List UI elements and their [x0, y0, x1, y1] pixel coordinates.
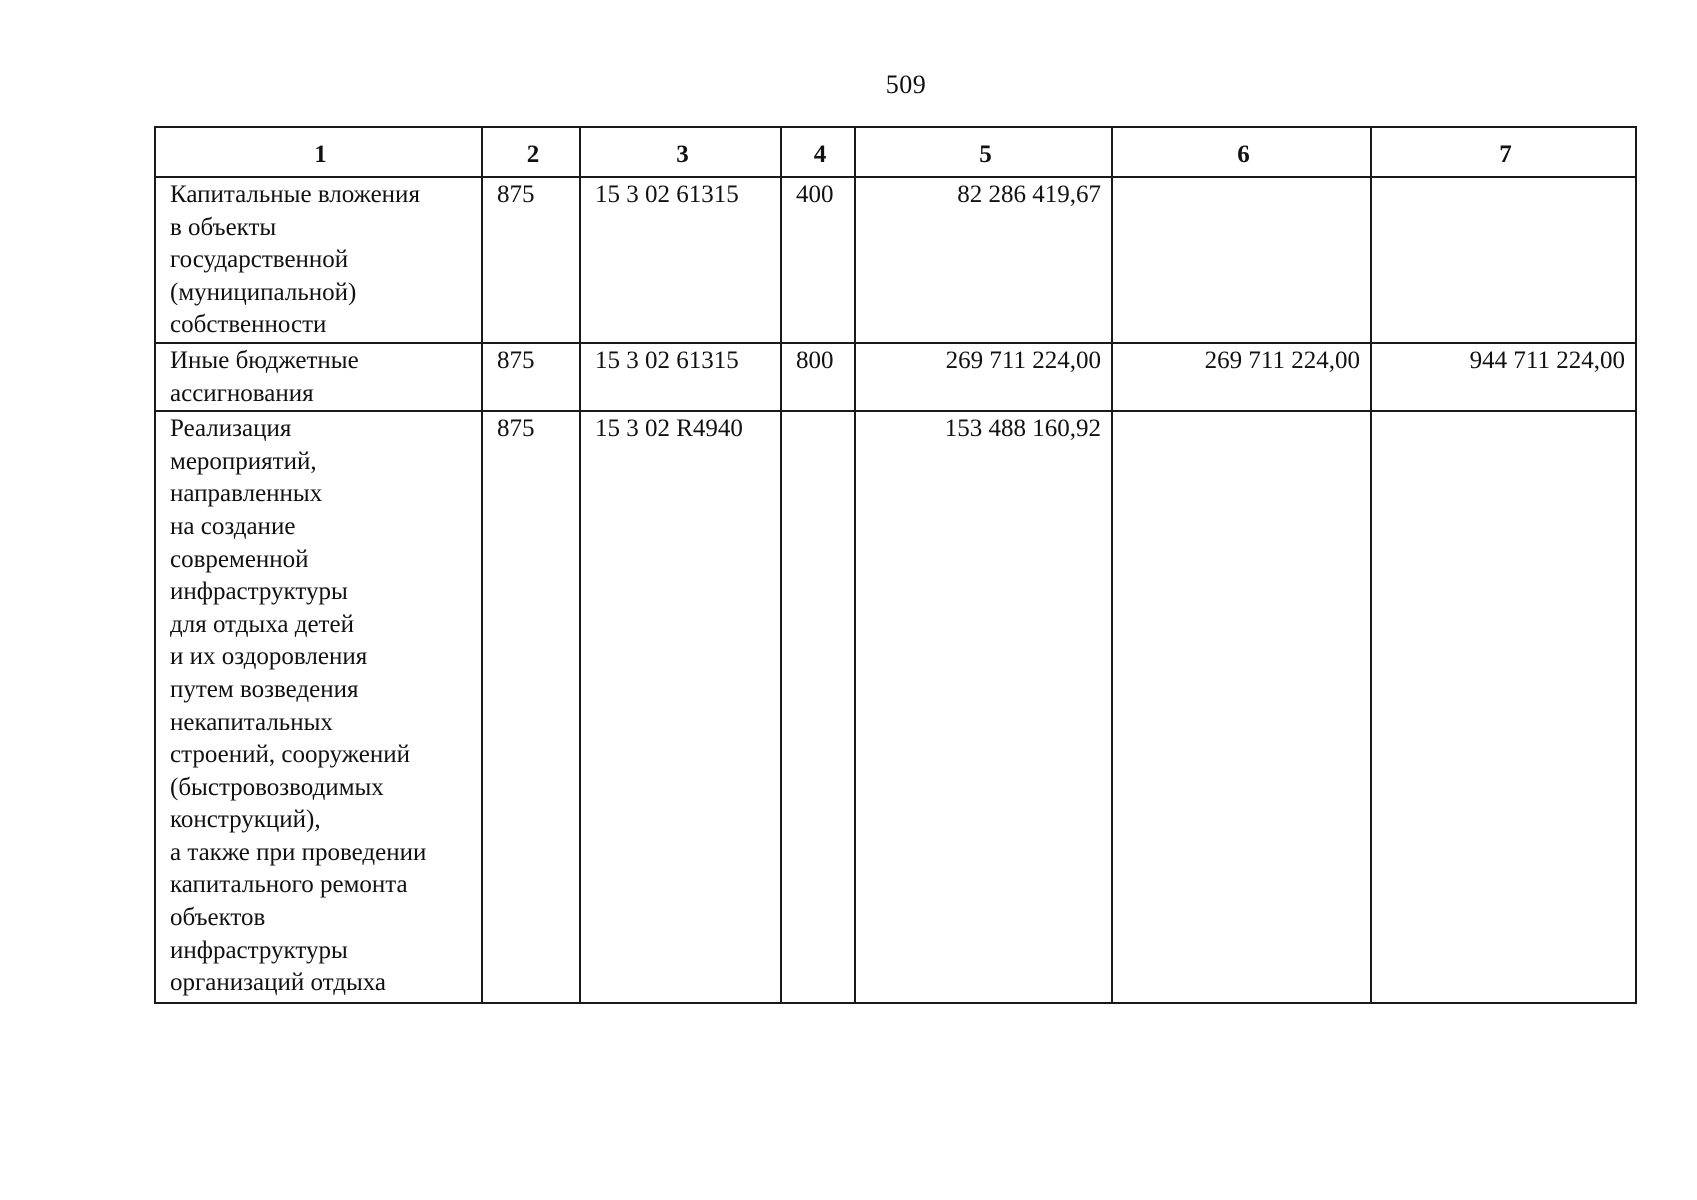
amount-year-1-cell: 82 286 419,67	[855, 177, 1112, 343]
amount-year-2-cell	[1112, 411, 1371, 1003]
table-row	[155, 343, 1636, 411]
table-row	[155, 177, 1636, 343]
row-name-cell: Капитальные вложения в объекты государственной (муниципальной) собственности	[155, 177, 482, 343]
budget-table	[154, 126, 1637, 1004]
expense-type-cell	[781, 411, 855, 1003]
column-header-3: 3	[580, 127, 781, 177]
column-header-4: 4	[781, 127, 855, 177]
amount-year-3-cell: 944 711 224,00	[1371, 343, 1636, 411]
amount-year-1-cell: 269 711 224,00	[855, 343, 1112, 411]
expense-type-cell: 400	[781, 177, 855, 343]
amount-year-2-cell: 269 711 224,00	[1112, 343, 1371, 411]
target-article-cell: 15 3 02 61315	[580, 343, 781, 411]
amount-year-2-cell	[1112, 177, 1371, 343]
row-name-cell: Реализация мероприятий, направленных на создание современной инфраструктуры для отдыха детей и их оздоровления путем возведения некапитальных строений, сооружений (быстровозводимых конструкций), а также при проведении капитального ремонта объектов инфраструктуры организаций отдыха	[155, 411, 482, 1003]
amount-year-3-cell	[1371, 177, 1636, 343]
column-header-6: 6	[1112, 127, 1371, 177]
row-name-cell: Иные бюджетные ассигнования	[155, 343, 482, 411]
ministry-code-cell: 875	[482, 177, 580, 343]
expense-type-cell: 800	[781, 343, 855, 411]
header-row	[155, 127, 1636, 177]
amount-year-1-cell: 153 488 160,92	[855, 411, 1112, 1003]
page-number: 509	[885, 70, 927, 99]
column-header-2: 2	[482, 127, 580, 177]
column-header-5: 5	[855, 127, 1112, 177]
column-header-1: 1	[155, 127, 482, 177]
target-article-cell: 15 3 02 R4940	[580, 411, 781, 1003]
ministry-code-cell: 875	[482, 343, 580, 411]
table-row	[155, 411, 1636, 1003]
ministry-code-cell: 875	[482, 411, 580, 1003]
column-header-7: 7	[1371, 127, 1636, 177]
amount-year-3-cell	[1371, 411, 1636, 1003]
target-article-cell: 15 3 02 61315	[580, 177, 781, 343]
